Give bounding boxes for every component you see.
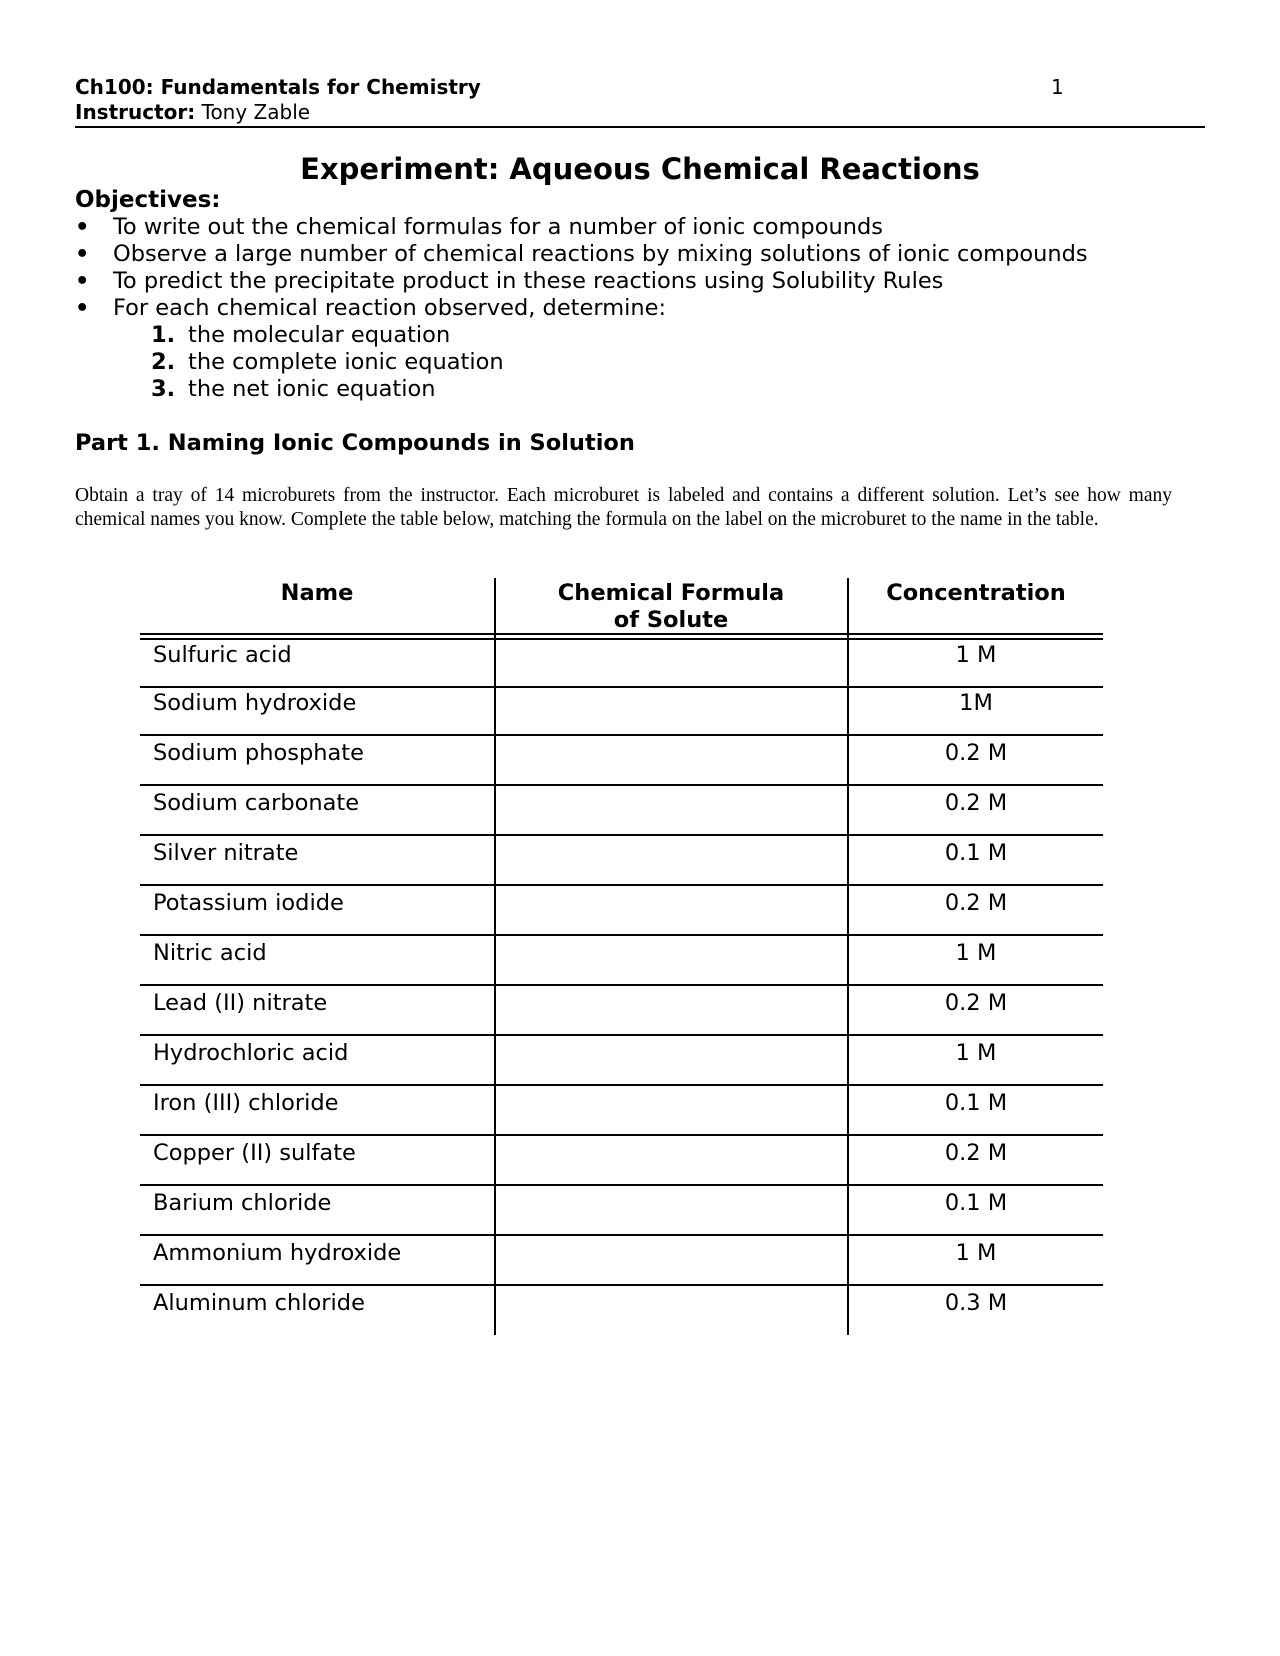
table-row — [140, 986, 1103, 1036]
column-header-concentration: Concentration — [886, 580, 1066, 606]
compound-name: Sodium hydroxide — [153, 690, 357, 716]
table-row — [140, 1236, 1103, 1286]
bullet-icon: • — [75, 241, 90, 267]
table-row — [140, 736, 1103, 786]
formula-cell[interactable] — [495, 790, 847, 830]
formula-cell[interactable] — [495, 1090, 847, 1130]
table-row — [140, 686, 1103, 736]
compound-name: Iron (III) chloride — [153, 1090, 339, 1116]
formula-cell[interactable] — [495, 740, 847, 780]
objective-item: • For each chemical reaction observed, determine: — [75, 295, 667, 321]
formula-cell[interactable] — [495, 1190, 847, 1230]
step-item: 3. the net ionic equation — [151, 376, 436, 402]
table-row — [140, 638, 1103, 688]
table-row — [140, 886, 1103, 936]
table-row — [140, 1136, 1103, 1186]
step-item: 2. the complete ionic equation — [151, 349, 504, 375]
objective-item: • Observe a large number of chemical reactions by mixing solutions of ionic compounds — [75, 241, 1088, 267]
compound-name: Ammonium hydroxide — [153, 1240, 402, 1266]
objectives-heading: Objectives: — [75, 187, 221, 213]
compound-name: Silver nitrate — [153, 840, 299, 866]
determination-steps — [151, 322, 504, 403]
compound-name: Sulfuric acid — [153, 642, 292, 668]
bullet-icon: • — [75, 295, 90, 321]
part1-heading: Part 1. Naming Ionic Compounds in Solution — [75, 430, 635, 456]
bullet-icon: • — [75, 268, 90, 294]
formula-cell[interactable] — [495, 990, 847, 1030]
objectives-list — [75, 214, 1088, 322]
objective-item: • To write out the chemical formulas for a number of ionic compounds — [75, 214, 883, 240]
concentration-value: 0.3 M — [944, 1290, 1008, 1316]
concentration-value: 0.1 M — [944, 1190, 1008, 1216]
concentration-value: 1 M — [955, 1240, 997, 1266]
concentration-value: 1 M — [955, 642, 997, 668]
instructor-line — [75, 100, 310, 124]
concentration-value: 0.2 M — [944, 890, 1008, 916]
column-header-formula: Chemical Formula of Solute — [557, 580, 785, 633]
table-row — [140, 1186, 1103, 1236]
part1-intro: Obtain a tray of 14 microburets from the instructor. Each microburet is labeled and contains a different solution. Let’s see how many chemical names you know. Complete the table below, matching the formula on the label on the microburet to the name in the table. — [75, 485, 1172, 530]
formula-cell[interactable] — [495, 840, 847, 880]
concentration-value: 1M — [959, 690, 993, 716]
table-row — [140, 1086, 1103, 1136]
instructor-label: Instructor: — [75, 100, 196, 124]
formula-cell[interactable] — [495, 642, 847, 682]
formula-cell[interactable] — [495, 1240, 847, 1280]
course-title: Ch100: Fundamentals for Chemistry — [75, 75, 481, 99]
header-rule — [75, 126, 1205, 128]
concentration-value: 0.2 M — [944, 790, 1008, 816]
formula-cell[interactable] — [495, 1140, 847, 1180]
step-item: 1. the molecular equation — [151, 322, 451, 348]
concentration-value: 0.1 M — [944, 1090, 1008, 1116]
compound-name: Hydrochloric acid — [153, 1040, 349, 1066]
column-header-name: Name — [280, 580, 354, 606]
concentration-value: 0.2 M — [944, 990, 1008, 1016]
table-row — [140, 1036, 1103, 1086]
table-row — [140, 786, 1103, 836]
formula-cell[interactable] — [495, 890, 847, 930]
formula-cell[interactable] — [495, 940, 847, 980]
table-row — [140, 836, 1103, 886]
table-row — [140, 1286, 1103, 1336]
compound-name: Nitric acid — [153, 940, 267, 966]
formula-cell[interactable] — [495, 1040, 847, 1080]
compound-name: Potassium iodide — [153, 890, 344, 916]
concentration-value: 1 M — [955, 1040, 997, 1066]
compound-name: Copper (II) sulfate — [153, 1140, 356, 1166]
formula-cell[interactable] — [495, 690, 847, 730]
compound-name: Lead (II) nitrate — [153, 990, 328, 1016]
compound-name: Barium chloride — [153, 1190, 332, 1216]
table-row — [140, 936, 1103, 986]
compound-name: Sodium carbonate — [153, 790, 360, 816]
document-title: Experiment: Aqueous Chemical Reactions — [300, 152, 980, 186]
compound-name: Aluminum chloride — [153, 1290, 365, 1316]
concentration-value: 0.2 M — [944, 1140, 1008, 1166]
instructor-name: Tony Zable — [201, 100, 311, 124]
page-number: 1 — [1051, 75, 1064, 99]
concentration-value: 1 M — [955, 940, 997, 966]
objective-item: • To predict the precipitate product in these reactions using Solubility Rules — [75, 268, 944, 294]
compound-name: Sodium phosphate — [153, 740, 364, 766]
concentration-value: 0.2 M — [944, 740, 1008, 766]
compounds-table — [140, 578, 1103, 1335]
bullet-icon: • — [75, 214, 90, 240]
formula-cell[interactable] — [495, 1290, 847, 1330]
concentration-value: 0.1 M — [944, 840, 1008, 866]
